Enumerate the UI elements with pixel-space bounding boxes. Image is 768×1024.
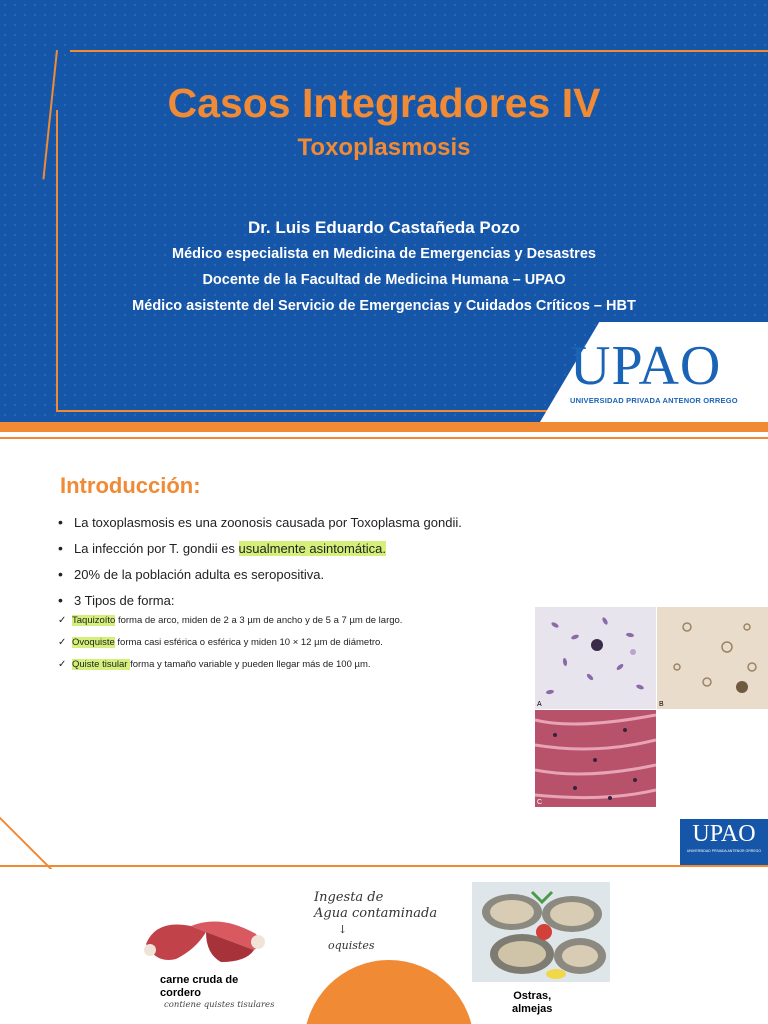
credential-1: Médico especialista en Medicina de Emergencias y Desastres — [172, 246, 596, 262]
upao-logo-word: UPAO — [570, 335, 722, 397]
orange-circle-decoration — [304, 960, 474, 1024]
form-name: Taquizoíto — [72, 615, 116, 626]
author-name: Dr. Luis Eduardo Castañeda Pozo — [247, 218, 521, 237]
upao-logo-small-tagline: UNIVERSIDAD PRIVADA ANTENOR ORREGO — [686, 849, 762, 853]
oysters-image — [472, 882, 610, 982]
bullet-item: • 3 Tipos de forma: — [58, 593, 528, 608]
upao-logo — [570, 335, 760, 405]
handwritten-meat-note: contiene quistes tisulares — [164, 1000, 275, 1010]
section-heading: Introducción: — [60, 473, 201, 498]
micrograph-panel — [535, 607, 768, 807]
form-desc: forma de arco, miden de 2 a 3 µm de ancho y de 5 a 7 µm de largo. — [115, 615, 403, 626]
intro-slide — [0, 437, 768, 869]
title-slide — [0, 0, 768, 432]
orange-rule-top — [0, 437, 768, 439]
image-label-b: B — [659, 701, 664, 708]
image-label-c: C — [537, 799, 543, 806]
highlighted-text: usualmente asintomática. — [238, 541, 386, 556]
frame-line-top — [70, 50, 768, 52]
form-item — [58, 615, 538, 626]
oyster-caption: Ostras, almejas — [512, 990, 553, 1015]
image-label-a: A — [537, 701, 542, 708]
raw-lamb-meat-image — [136, 904, 276, 974]
form-desc: forma casi esférica o esférica y miden 10 × 12 µm de diámetro. — [114, 637, 383, 648]
form-item — [58, 659, 538, 670]
form-item — [58, 637, 538, 648]
upao-logo-small-word: UPAO — [692, 821, 756, 847]
upao-logo-small — [680, 819, 768, 865]
oocyst-micrograph — [657, 607, 768, 709]
check-icon: ✓ — [58, 637, 67, 648]
forms-list — [58, 615, 538, 681]
form-name: Quiste tisular — [72, 659, 131, 670]
credential-2: Docente de la Facultad de Medicina Humana – UPAO — [202, 272, 566, 288]
tachyzoite-micrograph — [535, 607, 656, 709]
orange-rule-bottom — [0, 865, 768, 867]
transmission-slide — [0, 874, 768, 1024]
check-icon: ✓ — [58, 659, 67, 670]
bullet-item: • 20% de la población adulta es seropositiva. — [58, 567, 528, 582]
bullet-item: • La toxoplasmosis es una zoonosis causada por Toxoplasma gondii. — [58, 515, 528, 530]
slide-subtitle: Toxoplasmosis — [297, 134, 471, 161]
meat-caption: carne cruda de cordero — [160, 974, 239, 999]
form-name: Ovoquiste — [72, 637, 115, 648]
bullet-list — [58, 515, 528, 619]
bullet-item: • La infección por T. gondii es usualmente asintomática. — [58, 541, 528, 556]
slide-title: Casos Integradores IV — [167, 80, 601, 126]
tissue-cyst-micrograph — [535, 710, 656, 807]
handwritten-water-note: Ingesta de Agua contaminada ↓ oquistes — [314, 890, 438, 952]
form-desc: forma y tamaño variable y pueden llegar más de 100 µm. — [130, 659, 371, 670]
upao-logo-tagline: UNIVERSIDAD PRIVADA ANTENOR ORREGO — [570, 396, 738, 405]
orange-diagonal — [0, 797, 66, 869]
credential-3: Médico asistente del Servicio de Emergencias y Cuidados Críticos – HBT — [132, 298, 636, 314]
down-arrow-icon: ↓ — [338, 923, 348, 936]
orange-band — [0, 422, 768, 432]
check-icon: ✓ — [58, 615, 67, 626]
